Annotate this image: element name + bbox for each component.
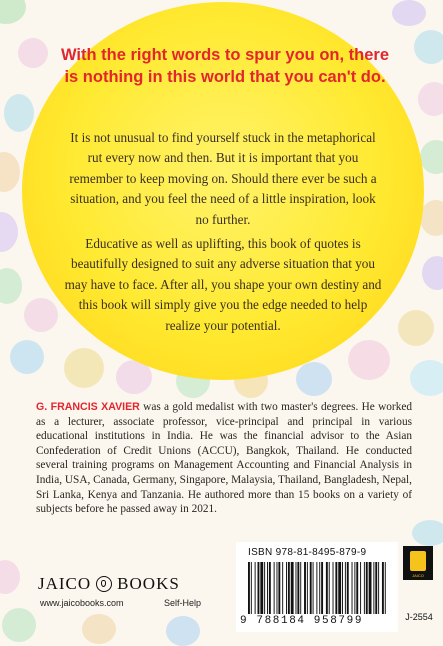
publisher-name-right: BOOKS bbox=[117, 574, 180, 593]
pastel-dot bbox=[414, 30, 443, 64]
publisher-logo bbox=[38, 574, 180, 594]
pastel-dot bbox=[0, 560, 20, 594]
pastel-dot bbox=[2, 608, 36, 642]
cover-headline: With the right words to spur you on, there is nothing in this world that you can't do. bbox=[60, 46, 389, 86]
isbn-label: ISBN 978-81-8495-879-9 bbox=[248, 547, 367, 558]
pastel-dot bbox=[0, 268, 22, 304]
pastel-dot bbox=[10, 340, 44, 374]
blurb-paragraph-2: Educative as well as uplifting, this book of quotes is beautifully designed to suit any adverse situation that you may have to face. After all, you shape your own destiny and this book will simply give you the edge needed to help realize your potential. bbox=[64, 236, 382, 333]
book-category: Self-Help bbox=[164, 598, 202, 608]
pastel-dot bbox=[0, 212, 18, 252]
imprint-logo-mark bbox=[410, 551, 426, 571]
pastel-dot bbox=[392, 0, 426, 26]
pastel-dot bbox=[24, 298, 58, 332]
pastel-dot bbox=[166, 616, 200, 646]
jaico-logo-icon bbox=[96, 576, 112, 592]
pastel-dot bbox=[420, 200, 443, 236]
barcode-digits: 9 788184 958799 bbox=[240, 615, 364, 627]
pastel-dot bbox=[410, 360, 443, 396]
pastel-dot bbox=[0, 152, 20, 192]
pastel-dot bbox=[0, 0, 26, 24]
author-bio-text: was a gold medalist with two master's degrees. He worked as a lecturer, associate professor, vice-principal and principal in various educational institutions in India. He was the financial advisor to the Asian Confederation of Credit Unions (ACCU), Bangkok, Thailand. He conducted several training programs on Management Accounting and Financial Analysis in India, USA, Canada, Germany, Singapore, Malaysia, Thailand, Bangladesh, Nepal, Sri Lanka, Kenya and Tanzania. He authored more than 15 books on a variety of subjects before he passed away in 2021. bbox=[36, 401, 412, 516]
pastel-dot bbox=[412, 520, 443, 546]
pastel-dot bbox=[420, 140, 443, 174]
pastel-dot bbox=[418, 82, 443, 116]
pastel-dot bbox=[296, 362, 332, 396]
author-bio bbox=[36, 400, 412, 517]
author-name: G. FRANCIS XAVIER bbox=[36, 401, 140, 413]
barcode-panel bbox=[236, 542, 398, 632]
pastel-dot bbox=[422, 256, 443, 290]
barcode-icon bbox=[248, 562, 386, 614]
imprint-label: JAICO bbox=[412, 573, 424, 578]
publisher-name-left: JAICO bbox=[38, 574, 92, 593]
publisher-website: www.jaicobooks.com bbox=[40, 598, 124, 608]
pastel-dot bbox=[18, 38, 48, 68]
blurb-paragraph-1: It is not unusual to find yourself stuck in the metaphorical rut every now and then. But it is important that you remember to keep moving on. Should there ever be such a situation, and you feel the need of a little inspiration, look no further. bbox=[69, 130, 377, 227]
book-code: J-2554 bbox=[405, 612, 433, 622]
pastel-dot bbox=[348, 340, 390, 380]
pastel-dot bbox=[398, 310, 434, 346]
pastel-dot bbox=[4, 94, 34, 132]
imprint-logo-icon bbox=[403, 546, 433, 580]
pastel-dot bbox=[64, 348, 104, 388]
